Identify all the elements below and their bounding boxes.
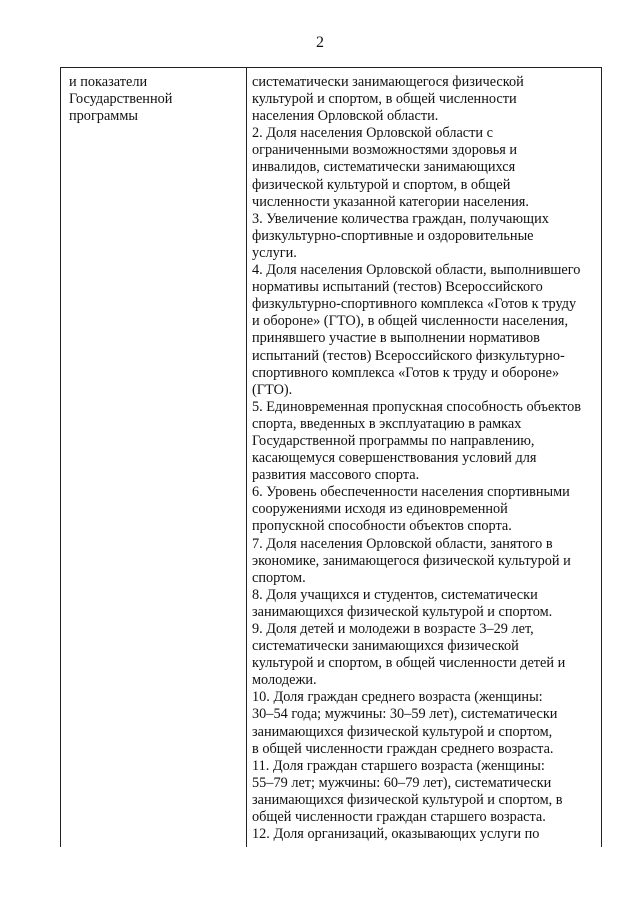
- indicator-text-line: 30–54 года; мужчины: 30–59 лет), систематически: [252, 706, 558, 723]
- indicator-text-line: испытаний (тестов) Всероссийского физкультурно-: [252, 347, 565, 364]
- indicator-text-line: спортом.: [252, 569, 306, 586]
- indicator-text-line: занимающихся физической культурой и спортом.: [252, 603, 553, 620]
- indicator-text-line: систематически занимающихся физической: [252, 638, 519, 655]
- indicator-text-line: 9. Доля детей и молодежи в возрасте 3–29 лет,: [252, 621, 534, 637]
- left-cell: [69, 74, 241, 125]
- indicator-text-line: 2. Доля населения Орловской области с: [252, 125, 493, 142]
- right-cell: [252, 74, 597, 843]
- indicator-text-line: сооружениями исходя из единовременной: [252, 501, 508, 518]
- indicator-text-line: 8. Доля учащихся и студентов, систематически: [252, 586, 538, 603]
- indicator-text-line: населения Орловской области.: [252, 108, 439, 125]
- indicator-text-line: физкультурно-спортивного комплекса «Готов к труду: [252, 296, 577, 313]
- indicator-text-line: 7. Доля населения Орловской области, занятого в: [252, 535, 553, 552]
- indicator-text-line: развития массового спорта.: [252, 467, 420, 484]
- indicator-text-line: занимающихся физической культурой и спортом, в: [252, 791, 563, 808]
- indicator-text-line: 5. Единовременная пропускная способность объектов: [252, 398, 582, 415]
- indicator-text-line: численности указанной категории населения.: [252, 193, 529, 210]
- left-cell-line: Государственной: [69, 91, 173, 108]
- indicator-text-line: в общей численности граждан среднего возраста.: [252, 740, 554, 757]
- indicator-text-line: систематически занимающегося физической: [252, 74, 524, 90]
- indicator-text-line: культурой и спортом, в общей численности: [252, 91, 517, 108]
- indicator-text-line: 10. Доля граждан среднего возраста (женщины:: [252, 689, 543, 706]
- indicator-text-line: ограниченными возможностями здоровья и: [252, 142, 518, 159]
- indicator-text-line: инвалидов, систематически занимающихся: [252, 159, 516, 176]
- indicator-text-line: касающемуся совершенствования условий для: [252, 450, 537, 467]
- indicator-text-line: занимающихся физической культурой и спортом,: [252, 723, 553, 740]
- indicator-text-line: экономике, занимающегося физической культурой и: [252, 552, 571, 569]
- indicator-text-line: 11. Доля граждан старшего возраста (женщины:: [252, 757, 545, 774]
- indicator-text-line: Государственной программы по направлению,: [252, 432, 535, 449]
- indicator-text-line: пропускной способности объектов спорта.: [252, 518, 512, 535]
- indicator-text-line: общей численности граждан старшего возраста.: [252, 809, 546, 826]
- indicator-text-line: и обороне» (ГТО), в общей численности населения,: [252, 313, 569, 330]
- indicator-text-line: принявшего участие в выполнении нормативов: [252, 330, 540, 347]
- indicator-text-line: 6. Уровень обеспеченности населения спортивными: [252, 484, 570, 501]
- indicator-text-line: 4. Доля населения Орловской области, выполнившего: [252, 262, 581, 279]
- page-number: 2: [316, 34, 324, 51]
- column-divider: [246, 68, 247, 847]
- indicator-text-line: физкультурно-спортивные и оздоровительные: [252, 227, 534, 244]
- indicator-text-line: услуги.: [252, 244, 297, 261]
- indicator-text-line: (ГТО).: [252, 381, 293, 398]
- indicator-text-line: молодежи.: [252, 672, 317, 689]
- indicator-text-line: 12. Доля организаций, оказывающих услуги по: [252, 826, 540, 843]
- indicator-text-line: спортивного комплекса «Готов к труду и обороне»: [252, 364, 560, 381]
- left-cell-line: и показатели: [69, 74, 148, 90]
- left-cell-line: программы: [69, 108, 139, 125]
- indicator-text-line: нормативы испытаний (тестов) Всероссийского: [252, 279, 543, 296]
- indicator-text-line: спорта, введенных в эксплуатацию в рамках: [252, 415, 522, 432]
- indicator-text-line: физической культурой и спортом, в общей: [252, 176, 511, 193]
- program-table: [60, 67, 602, 847]
- indicator-text-line: 3. Увеличение количества граждан, получающих: [252, 210, 549, 227]
- indicator-text-line: культурой и спортом, в общей численности детей и: [252, 655, 566, 672]
- indicator-text-line: 55–79 лет; мужчины: 60–79 лет), систематически: [252, 774, 552, 791]
